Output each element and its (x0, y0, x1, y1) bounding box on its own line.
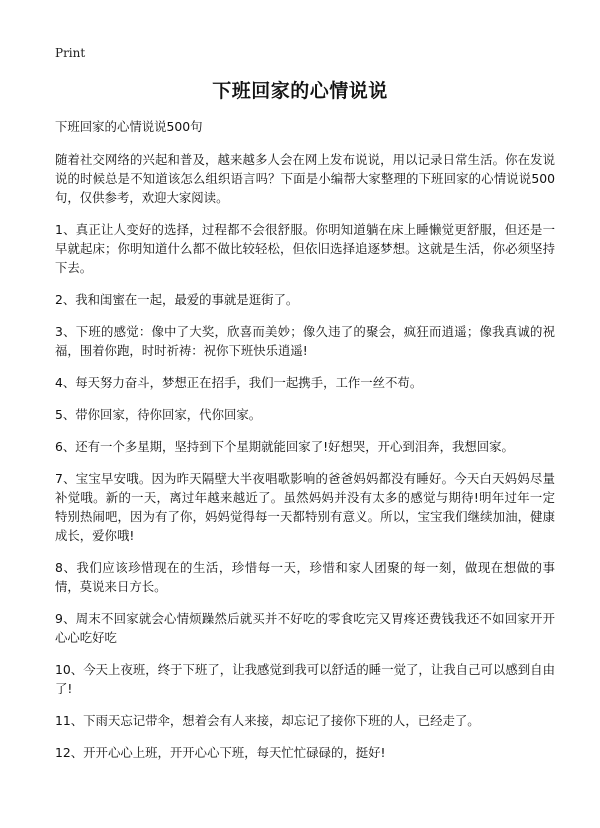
page-title: 下班回家的心情说说 (212, 80, 388, 102)
list-item: 11、下雨天忘记带伞，想着会有人来接，却忘记了接你下班的人，已经走了。 (55, 713, 480, 728)
list-item: 1、真正让人变好的选择，过程都不会很舒服。你明知道躺在床上睡懒觉更舒服，但还是一早就起床；你明知道什么都不做比较轻松，但依旧选择追逐梦想。这就是生活，你必须坚持下去。 (55, 222, 555, 275)
article-subtitle: 下班回家的心情说说500句 (55, 119, 203, 134)
list-item: 3、下班的感觉：像中了大奖，欣喜而美妙；像久违了的聚会，疯狂而逍遥；像我真诚的祝福，围着你跑，时时祈祷：祝你下班快乐逍遥! (55, 324, 555, 358)
article-intro: 随着社交网络的兴起和普及，越来越多人会在网上发布说说，用以记录日常生活。你在发说说的时候总是不知道该怎么组织语言吗？下面是小编帮大家整理的下班回家的心情说说500句，仅供参考，欢迎大家阅读。 (55, 152, 555, 205)
print-link[interactable]: Print (55, 46, 86, 60)
list-item: 4、每天努力奋斗，梦想正在招手，我们一起携手，工作一丝不苟。 (55, 375, 423, 390)
list-item: 2、我和闺蜜在一起，最爱的事就是逛街了。 (55, 292, 299, 307)
list-item: 12、开开心心上班，开开心心下班，每天忙忙碌碌的，挺好! (55, 745, 386, 760)
list-item: 8、我们应该珍惜现在的生活，珍惜每一天，珍惜和家人团聚的每一刻，做现在想做的事情，莫说来日方长。 (55, 560, 555, 594)
list-item: 9、周末不回家就会心情烦躁然后就买并不好吃的零食吃完又胃疼还费钱我还不如回家开开心心吃好吃 (55, 611, 555, 645)
list-item: 7、宝宝早安哦。因为昨天隔壁大半夜唱歌影响的爸爸妈妈都没有睡好。今天白天妈妈尽量补觉哦。新的一天，离过年越来越近了。虽然妈妈并没有太多的感觉与期待!明年过年一定特别热闹吧，因为有了你，妈妈觉得每一天都特别有意义。所以，宝宝我们继续加油，健康成长，爱你哦! (55, 471, 555, 543)
article-body (55, 117, 555, 775)
list-item: 10、今天上夜班，终于下班了，让我感觉到我可以舒适的睡一觉了，让我自己可以感到自由了! (55, 662, 555, 696)
list-item: 6、还有一个多星期，坚持到下个星期就能回家了!好想哭，开心到泪奔，我想回家。 (55, 439, 514, 454)
list-item: 5、带你回家，待你回家，代你回家。 (55, 407, 262, 422)
